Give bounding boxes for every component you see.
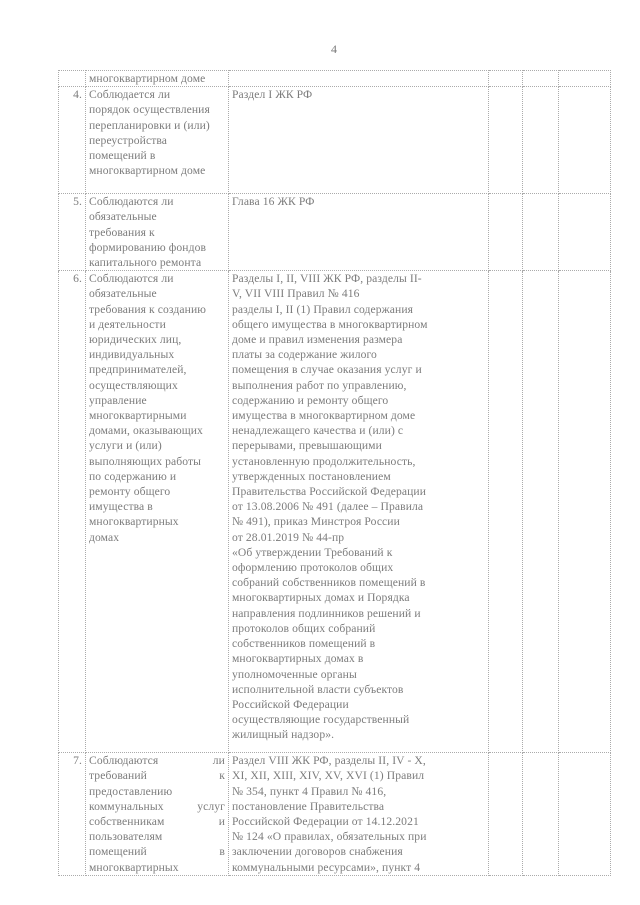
word: Соблюдаются — [89, 754, 159, 768]
note-cell — [559, 71, 611, 87]
question-cell — [86, 71, 229, 87]
word: коммунальных — [89, 799, 164, 813]
reference-line: постановление Правительства — [232, 799, 385, 813]
reference-line: «Об утверждении Требований к — [232, 545, 393, 559]
note-cell — [559, 194, 611, 271]
word: требований — [89, 769, 147, 783]
reference-line: содержанию и ремонту общего — [232, 393, 389, 407]
question-line — [89, 784, 225, 799]
question-cell — [86, 753, 229, 876]
answer-yes-cell — [489, 71, 523, 87]
reference-cell — [229, 194, 489, 271]
question-line: капитального ремонта — [89, 256, 202, 270]
table-row — [59, 271, 611, 753]
note-cell — [559, 753, 611, 876]
question-line: Соблюдаются ли — [89, 272, 174, 286]
reference-line: протоколов общих собраний — [232, 621, 376, 635]
reference-line: № 354, пункт 4 Правил № 416, — [232, 784, 387, 798]
answer-no-cell — [523, 87, 559, 194]
reference-line: № 124 «О правилах, обязательных при — [232, 830, 427, 844]
reference-line: перерывами, превышающими — [232, 439, 382, 453]
table-row — [59, 87, 611, 194]
reference-line: Раздел I ЖК РФ — [232, 88, 313, 102]
inspection-checklist-table — [58, 70, 611, 876]
reference-line: уполномоченные органы — [232, 667, 357, 681]
word: ли — [212, 754, 225, 768]
table-row — [59, 753, 611, 876]
answer-no-cell — [523, 194, 559, 271]
question-text: многоквартирном доме — [89, 72, 206, 85]
question-line: и деятельности — [89, 317, 166, 331]
reference-line: жилищный надзор». — [232, 728, 335, 742]
reference-line: ненадлежащего качества и (или) с — [232, 424, 404, 438]
question-line: выполняющих работы — [89, 454, 202, 468]
reference-line: помещения в случае оказания услуг и — [232, 363, 422, 377]
question-line: перепланировки и (или) — [89, 118, 210, 132]
reference-line: собраний собственников помещений в — [232, 576, 426, 590]
reference-line: собственников помещений в — [232, 637, 376, 651]
question-line: обязательные — [89, 210, 157, 224]
question-line: Соблюдается ли — [89, 88, 171, 102]
reference-line: оформлению протоколов общих — [232, 561, 394, 575]
reference-line: № 491), приказ Минстроя России — [232, 515, 400, 529]
question-line: индивидуальных — [89, 348, 175, 362]
answer-yes-cell — [489, 87, 523, 194]
note-cell — [559, 271, 611, 753]
word: предоставлению — [89, 784, 173, 798]
question-line: порядок осуществления — [89, 103, 210, 117]
question-line — [89, 753, 225, 768]
question-line: формированию фондов — [89, 240, 207, 254]
question-line: Соблюдаются ли — [89, 195, 174, 209]
question-cell — [86, 87, 229, 194]
reference-line: коммунальными ресурсами», пункт 4 — [232, 860, 421, 874]
word: пользователям — [89, 830, 163, 844]
reference-cell — [229, 271, 489, 753]
reference-line: доме и правил изменения размера — [232, 333, 403, 347]
row-number-cell — [59, 71, 86, 87]
question-line — [89, 860, 225, 875]
note-cell — [559, 87, 611, 194]
word: к — [219, 769, 225, 783]
reference-line: платы за содержание жилого — [232, 348, 377, 362]
question-line: переустройства — [89, 133, 168, 147]
word: многоквартирных — [89, 860, 179, 874]
word: помещений — [89, 845, 147, 859]
reference-cell — [229, 87, 489, 194]
question-line: многоквартирными — [89, 409, 187, 423]
question-line — [89, 829, 225, 844]
answer-yes-cell — [489, 271, 523, 753]
reference-line: Глава 16 ЖК РФ — [232, 195, 315, 209]
reference-line: осуществляющие государственный — [232, 713, 410, 727]
reference-line: Раздел VIII ЖК РФ, разделы II, IV - X, — [232, 754, 426, 768]
reference-cell — [229, 753, 489, 876]
question-line: многоквартирном доме — [89, 164, 206, 178]
question-line: по содержанию и — [89, 469, 177, 483]
answer-yes-cell — [489, 753, 523, 876]
question-line: ремонту общего — [89, 485, 171, 499]
reference-line: выполнения работ по управлению, — [232, 378, 407, 392]
reference-line: Разделы I, II, VIII ЖК РФ, разделы II- — [232, 272, 422, 286]
page-number: 4 — [331, 42, 337, 56]
reference-line: установленную продолжительность, — [232, 454, 416, 468]
question-line: многоквартирных — [89, 515, 179, 529]
question-line — [89, 844, 225, 859]
answer-no-cell — [523, 71, 559, 87]
reference-line: от 28.01.2019 № 44-пр — [232, 530, 345, 544]
row-number-cell: 6. — [59, 271, 86, 753]
reference-line: имущества в многоквартирном доме — [232, 409, 416, 423]
question-line: осуществляющих — [89, 378, 178, 392]
question-line — [89, 768, 225, 783]
table-row-continuation — [59, 71, 611, 87]
word: в — [219, 845, 225, 859]
reference-line: разделы I, II (1) Правил содержания — [232, 302, 414, 316]
row-number-cell: 7. — [59, 753, 86, 876]
reference-cell — [229, 71, 489, 87]
reference-line: V, VII VIII Правил № 416 — [232, 287, 360, 301]
question-line: предпринимателей, — [89, 363, 187, 377]
reference-line: многоквартирных домах в — [232, 652, 364, 666]
reference-line: направления подлинников решений и — [232, 606, 421, 620]
question-line: требования к — [89, 225, 155, 239]
reference-line: XI, XII, XIII, XIV, XV, XVI (1) Правил — [232, 769, 425, 783]
reference-line: от 13.08.2006 № 491 (далее – Правила — [232, 500, 424, 514]
question-line: домами, оказывающих — [89, 424, 203, 438]
row-number-cell: 5. — [59, 194, 86, 271]
answer-no-cell — [523, 271, 559, 753]
word: и — [218, 815, 225, 829]
word: собственникам — [89, 815, 165, 829]
question-line: обязательные — [89, 287, 157, 301]
question-line: управление — [89, 393, 147, 407]
row-number-cell: 4. — [59, 87, 86, 194]
question-line: домах — [89, 530, 120, 544]
question-cell — [86, 271, 229, 753]
question-line: услуги и (или) — [89, 439, 162, 453]
question-line — [89, 799, 225, 814]
reference-line: исполнительной власти субъектов — [232, 682, 404, 696]
question-line: требования к созданию — [89, 302, 207, 316]
question-line: юридических лиц, — [89, 333, 182, 347]
answer-yes-cell — [489, 194, 523, 271]
question-line — [89, 814, 225, 829]
reference-line: утвержденных постановлением — [232, 469, 391, 483]
word: услуг — [197, 799, 225, 813]
reference-line: заключении договоров снабжения — [232, 845, 403, 859]
answer-no-cell — [523, 753, 559, 876]
question-cell — [86, 194, 229, 271]
reference-line: Российской Федерации от 14.12.2021 — [232, 815, 419, 829]
reference-line: многоквартирных домах и Порядка — [232, 591, 410, 605]
question-line: имущества в — [89, 500, 153, 514]
reference-line: Правительства Российской Федерации — [232, 485, 427, 499]
reference-line: общего имущества в многоквартирном — [232, 317, 428, 331]
table-row — [59, 194, 611, 271]
question-line: помещений в — [89, 149, 156, 163]
reference-line: Российской Федерации — [232, 697, 349, 711]
